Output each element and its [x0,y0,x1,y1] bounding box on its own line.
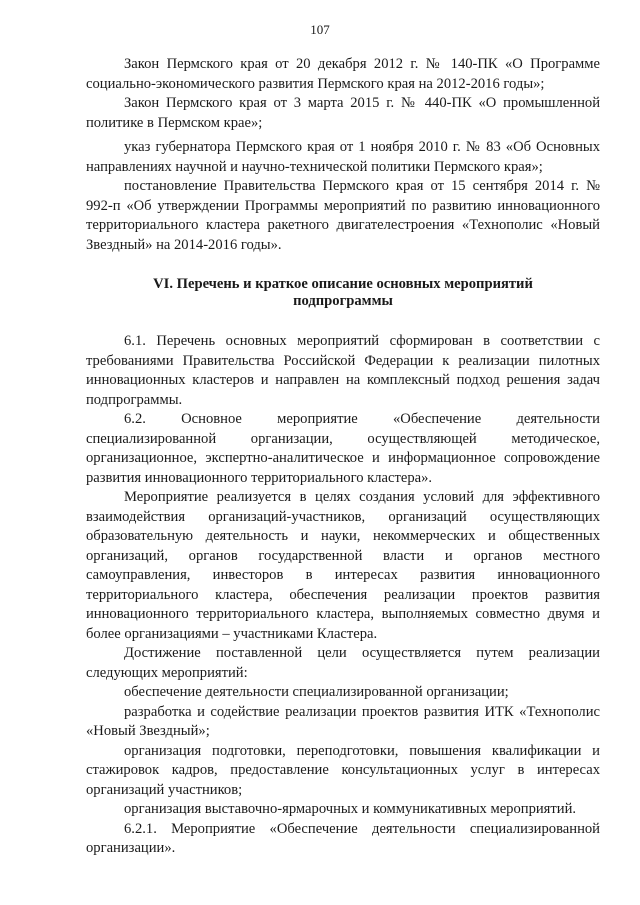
list-item: обеспечение деятельности специализированной организации; [124,684,509,700]
section-heading-line: VI. Перечень и краткое описание основных мероприятий [153,276,533,292]
paragraph: Мероприятие реализуется в целях создания условий для эффективного взаимодействия организаций-участников, организаций осуществляющих образовательную деятельность и науки, некоммерческих и общественных организаций, органов государственной власти и органов местного самоуправления, инвесторов в интересах развития инновационного территориального кластера, обеспечения реализации проектов развития инновационного территориального кластера, выполняемых совместно двумя и более организациями – участниками Кластера. [86,489,600,642]
law-item: Закон Пермского края от 20 декабря 2012 г. № 140-ПК «О Программе социально-экономического развития Пермского края на 2012-2016 годы»; [86,56,600,92]
law-item: постановление Правительства Пермского края от 15 сентября 2014 г. № 992-п «Об утверждении Программы мероприятий по развитию инновационного территориального кластера ракетного двигателестроения «Технополис «Новый Звездный» на 2014-2016 годы». [86,178,600,253]
paragraph: 6.2. Основное мероприятие «Обеспечение деятельности специализированной организации, осуществляющей методическое, организационное, экспертно-аналитическое и информационное сопровождение развития инновационного территориального кластера». [86,411,600,486]
paragraph: Достижение поставленной цели осуществляется путем реализации следующих мероприятий: [86,645,600,681]
section-heading [86,276,600,310]
law-item: указ губернатора Пермского края от 1 ноября 2010 г. № 83 «Об Основных направлениях научной и научно-технической политики Пермского края»; [86,139,600,175]
paragraph: 6.2.1. Мероприятие «Обеспечение деятельности специализированной организации». [86,820,600,856]
list-item: организация выставочно-ярмарочных и коммуникативных мероприятий. [124,801,577,817]
paragraph: 6.1. Перечень основных мероприятий сформирован в соответствии с требованиями Правительства Российской Федерации к реализации пилотных инновационных кластеров и направлен на комплексный подход решения задач подпрограммы. [86,333,600,408]
list-item: организация подготовки, переподготовки, повышения квалификации и стажировок кадров, предоставление консультационных услуг в интересах организаций участников; [86,742,600,798]
law-item: Закон Пермского края от 3 марта 2015 г. № 440-ПК «О промышленной политике в Пермском крае»; [86,95,600,131]
page-number: 107 [310,22,330,37]
section-heading-line: подпрограммы [293,293,393,309]
list-item: разработка и содействие реализации проектов развития ИТК «Технополис «Новый Звездный»; [86,703,600,739]
document-body [86,55,600,859]
